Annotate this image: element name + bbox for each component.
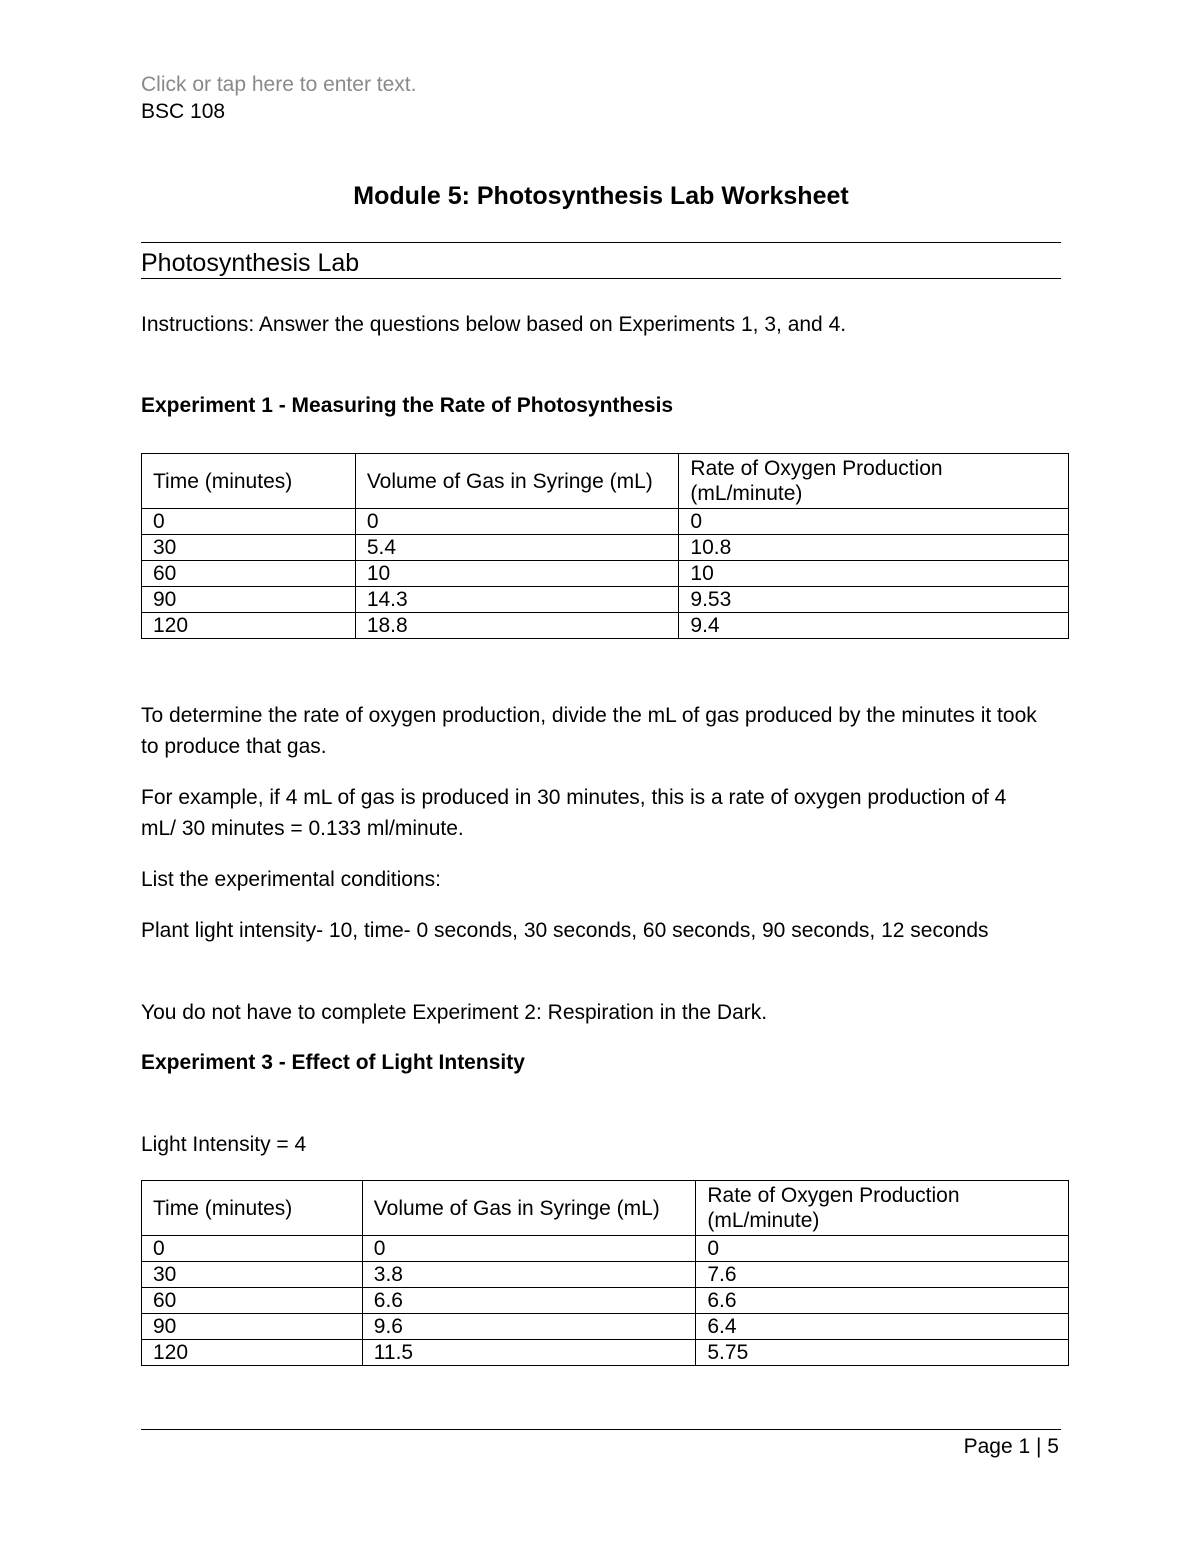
table-cell: 5.75 xyxy=(696,1340,1069,1366)
table-cell: 60 xyxy=(142,1288,363,1314)
table-cell: 5.4 xyxy=(355,535,679,561)
light-intensity-label: Light Intensity = 4 xyxy=(141,1133,307,1156)
experiment1-table xyxy=(141,453,1069,639)
table-header-row xyxy=(142,454,1069,509)
table-cell: 9.6 xyxy=(362,1314,696,1340)
table-cell: 30 xyxy=(142,1262,363,1288)
table-cell: 0 xyxy=(679,509,1069,535)
table-row xyxy=(142,1262,1069,1288)
table-row xyxy=(142,1340,1069,1366)
table-row xyxy=(142,613,1069,639)
header-text-placeholder[interactable]: Click or tap here to enter text. xyxy=(141,73,417,96)
experiment1-heading: Experiment 1 - Measuring the Rate of Photosynthesis xyxy=(141,394,674,417)
section-top-rule xyxy=(141,242,1061,243)
experiment3-heading: Experiment 3 - Effect of Light Intensity xyxy=(141,1051,525,1074)
footer-rule xyxy=(141,1429,1061,1430)
header-course-code: BSC 108 xyxy=(141,100,226,123)
page-number: Page 1 | 5 xyxy=(963,1435,1059,1458)
table-cell: 9.53 xyxy=(679,587,1069,613)
table-cell: 10 xyxy=(679,561,1069,587)
table-row xyxy=(142,509,1069,535)
table-cell: 7.6 xyxy=(696,1262,1069,1288)
table-cell: 0 xyxy=(355,509,679,535)
table-cell: 11.5 xyxy=(362,1340,696,1366)
table-cell: 120 xyxy=(142,1340,363,1366)
table-cell: 10.8 xyxy=(679,535,1069,561)
table-cell: 18.8 xyxy=(355,613,679,639)
table-header-cell: Volume of Gas in Syringe (mL) xyxy=(362,1181,696,1236)
table-cell: 3.8 xyxy=(362,1262,696,1288)
table-header-cell: Time (minutes) xyxy=(142,1181,363,1236)
table-cell: 0 xyxy=(362,1236,696,1262)
experiment3-table xyxy=(141,1180,1069,1366)
table-header-cell: Rate of Oxygen Production (mL/minute) xyxy=(696,1181,1069,1236)
experiment2-note: You do not have to complete Experiment 2: Respiration in the Dark. xyxy=(141,1001,768,1024)
table-cell: 14.3 xyxy=(355,587,679,613)
table-cell: 10 xyxy=(355,561,679,587)
conditions-prompt: List the experimental conditions: xyxy=(141,868,441,891)
conditions-answer: Plant light intensity- 10, time- 0 seconds, 30 seconds, 60 seconds, 90 seconds, 12 seconds xyxy=(141,919,989,942)
page-title: Module 5: Photosynthesis Lab Worksheet xyxy=(353,182,849,210)
table-cell: 90 xyxy=(142,1314,363,1340)
section-bottom-rule xyxy=(141,278,1061,279)
table-row xyxy=(142,561,1069,587)
table-cell: 6.4 xyxy=(696,1314,1069,1340)
table-cell: 90 xyxy=(142,587,356,613)
rate-example-paragraph: For example, if 4 mL of gas is produced in 30 minutes, this is a rate of oxygen production of 4 mL/ 30 minutes = 0.133 ml/minute. xyxy=(141,786,1007,840)
rate-explanation-paragraph: To determine the rate of oxygen production, divide the mL of gas produced by the minutes it took to produce that gas. xyxy=(141,704,1037,758)
table-cell: 0 xyxy=(142,1236,363,1262)
table-cell: 9.4 xyxy=(679,613,1069,639)
table-header-row xyxy=(142,1181,1069,1236)
table-header-cell: Rate of Oxygen Production (mL/minute) xyxy=(679,454,1069,509)
table-cell: 6.6 xyxy=(362,1288,696,1314)
table-row xyxy=(142,1314,1069,1340)
table-cell: 0 xyxy=(142,509,356,535)
section-heading: Photosynthesis Lab xyxy=(141,249,360,277)
table-cell: 120 xyxy=(142,613,356,639)
table-header-cell: Time (minutes) xyxy=(142,454,356,509)
table-row xyxy=(142,535,1069,561)
table-row xyxy=(142,587,1069,613)
table-cell: 60 xyxy=(142,561,356,587)
table-header-cell: Volume of Gas in Syringe (mL) xyxy=(355,454,679,509)
table-row xyxy=(142,1236,1069,1262)
table-cell: 0 xyxy=(696,1236,1069,1262)
table-row xyxy=(142,1288,1069,1314)
table-cell: 6.6 xyxy=(696,1288,1069,1314)
instructions-text: Instructions: Answer the questions below based on Experiments 1, 3, and 4. xyxy=(141,313,847,336)
table-cell: 30 xyxy=(142,535,356,561)
